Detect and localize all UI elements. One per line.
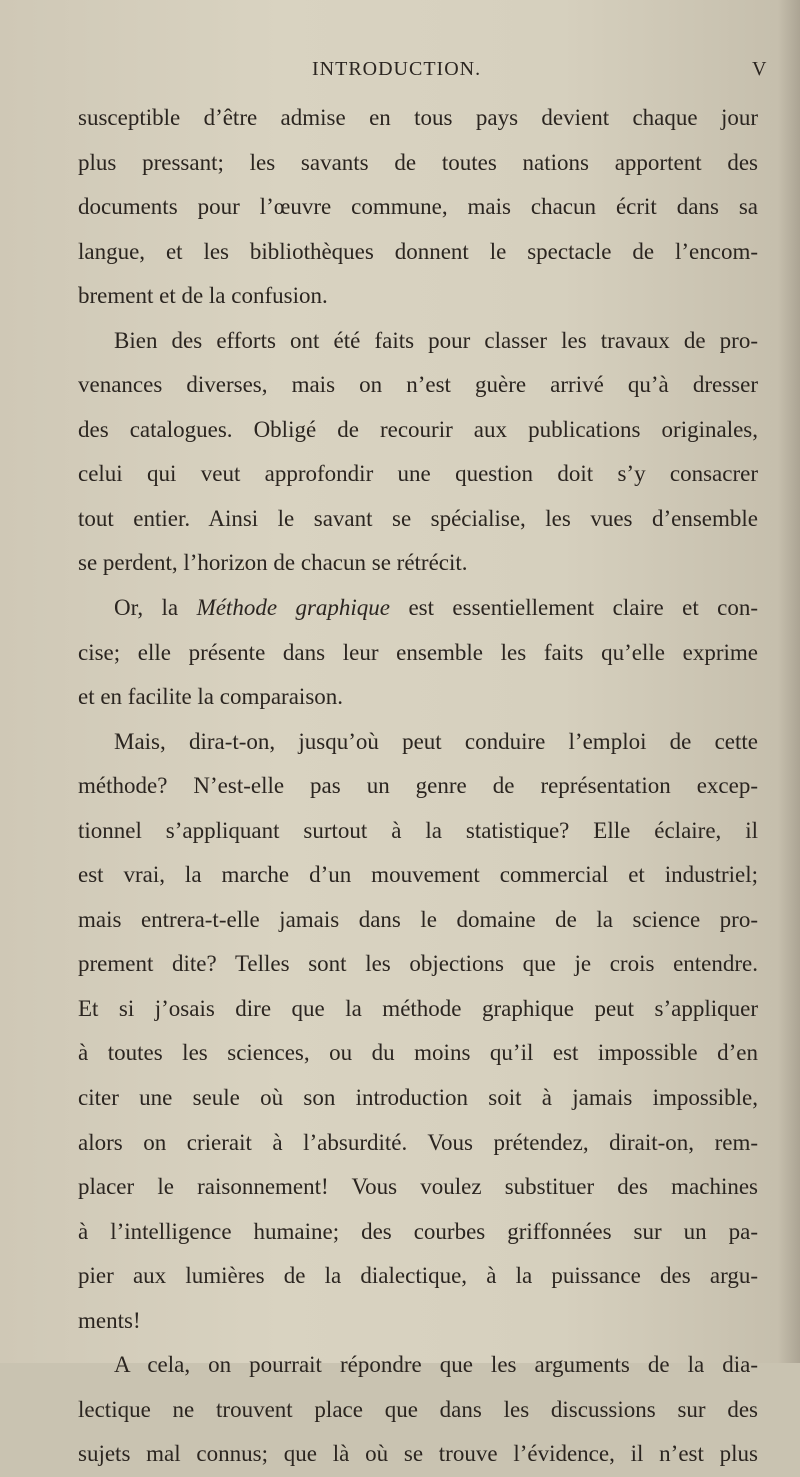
- text-line: venances diverses, mais on n’est guère arrivé qu’à dresser: [78, 372, 758, 398]
- text-line: des catalogues. Obligé de recourir aux publications originales,: [78, 416, 758, 442]
- text-line: pier aux lumières de la dialectique, à la puissance des argu-: [78, 1263, 758, 1289]
- text-line: est vrai, la marche d’un mouvement commercial et industriel;: [78, 862, 758, 888]
- text-line: Mais, dira-t-on, jusqu’où peut conduire l’emploi de cette: [114, 728, 758, 754]
- text-line: cise; elle présente dans leur ensemble les faits qu’elle exprime: [78, 639, 758, 665]
- text-line: plus pressant; les savants de toutes nations apportent des: [78, 149, 758, 175]
- running-title: INTRODUCTION.: [312, 58, 482, 80]
- book-title-italic: Méthode graphique: [196, 595, 391, 621]
- text-line: Or, la Méthode graphique est essentiellement claire et con-: [114, 595, 759, 621]
- text-line: brement et de la confusion.: [78, 283, 328, 309]
- text-line: langue, et les bibliothèques donnent le spectacle de l’encom-: [78, 238, 758, 264]
- page-number: V: [752, 58, 767, 80]
- text-line: placer le raisonnement! Vous voulez substituer des machines: [78, 1174, 758, 1200]
- text-line: tout entier. Ainsi le savant se spécialise, les vues d’ensemble: [78, 505, 758, 531]
- text-line: se perdent, l’horizon de chacun se rétrécit.: [78, 550, 468, 576]
- page-header: [0, 58, 800, 88]
- text-line: A cela, on pourrait répondre que les arguments de la dia-: [114, 1352, 758, 1378]
- text-line: documents pour l’œuvre commune, mais chacun écrit dans sa: [78, 194, 758, 220]
- text-line: Et si j’osais dire que la méthode graphique peut s’appliquer: [78, 995, 758, 1021]
- text-line: tionnel s’appliquant surtout à la statistique? Elle éclaire, il: [78, 817, 758, 843]
- page-edge-shadow: [778, 0, 800, 1363]
- text-line: celui qui veut approfondir une question doit s’y consacrer: [78, 461, 758, 487]
- body-text: [78, 96, 758, 1477]
- text-line: susceptible d’être admise en tous pays devient chaque jour: [78, 105, 758, 130]
- text-line: méthode? N’est-elle pas un genre de représentation excep-: [78, 773, 758, 799]
- text-line: à l’intelligence humaine; des courbes griffonnées sur un pa-: [78, 1218, 758, 1244]
- text-line: ments!: [78, 1307, 141, 1333]
- text-line: mais entrera-t-elle jamais dans le domaine de la science pro-: [78, 906, 758, 932]
- text-line: Bien des efforts ont été faits pour classer les travaux de pro-: [114, 327, 758, 353]
- text-line: et en facilite la comparaison.: [78, 684, 344, 710]
- text-line: prement dite? Telles sont les objections que je crois entendre.: [78, 951, 758, 977]
- text-line: citer une seule où son introduction soit à jamais impossible,: [78, 1085, 758, 1111]
- text-line: sujets mal connus; que là où se trouve l’évidence, il n’est plus: [78, 1441, 758, 1467]
- text-line: alors on crierait à l’absurdité. Vous prétendez, dirait-on, rem-: [78, 1129, 758, 1155]
- text-line: lectique ne trouvent place que dans les discussions sur des: [78, 1396, 758, 1422]
- text-line: à toutes les sciences, ou du moins qu’il est impossible d’en: [78, 1040, 758, 1066]
